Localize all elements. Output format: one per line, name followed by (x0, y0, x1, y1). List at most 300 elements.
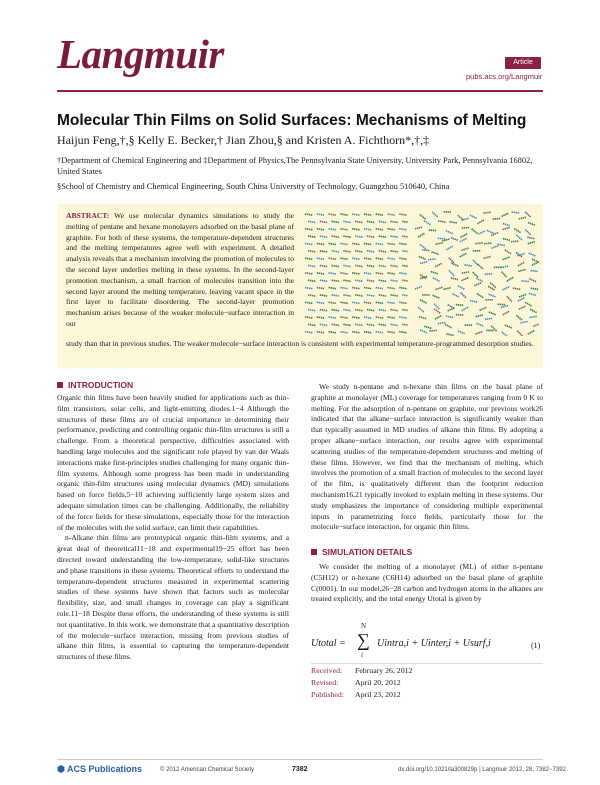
molecule-mark (343, 295, 351, 296)
molecule-mark (505, 325, 512, 328)
molecule-mark (518, 269, 526, 271)
molecule-mark (308, 251, 316, 252)
molecule-mark (529, 253, 536, 256)
molecule-mark (305, 243, 313, 244)
abstract-tail: study than that in previous studies. The weaker molecule−surface interaction is consistent with experimental temperature-programmed desorption studies. (66, 339, 534, 348)
molecule-mark (478, 220, 485, 224)
molecule-mark (422, 250, 430, 251)
molecule-mark (489, 294, 496, 297)
molecule-mark (399, 243, 407, 244)
molecule-mark (340, 288, 348, 289)
molecule-mark (376, 229, 384, 230)
molecule-mark (317, 229, 325, 230)
date-revised: Revised: April 20, 2012 (311, 678, 401, 687)
molecule-mark (390, 295, 398, 296)
molecule-mark (355, 295, 363, 296)
dates-rule (311, 663, 543, 664)
molecule-mark (448, 308, 455, 311)
molecule-mark (364, 229, 372, 230)
molecule-mark (308, 265, 316, 266)
molecule-mark (502, 272, 507, 278)
molecule-mark (376, 332, 384, 333)
molecule-mark (480, 307, 487, 310)
molecule-mark (343, 265, 351, 266)
molecule-mark (390, 324, 398, 325)
molecule-mark (367, 236, 375, 237)
molecule-mark (402, 265, 408, 266)
author-list: Haijun Feng,†,§ Kelly E. Becker,† Jian Zhou,§ and Kristen A. Fichthorn*,†,‡ (57, 133, 430, 147)
molecule-mark (533, 323, 539, 326)
molecule-mark (308, 221, 316, 222)
journal-logo: Langmuir (57, 31, 224, 77)
molecule-mark (364, 332, 372, 333)
molecule-mark (317, 243, 325, 244)
molecule-mark (329, 273, 337, 274)
molecule-mark (317, 258, 325, 259)
molecule-mark (329, 302, 337, 303)
molecule-mark (492, 245, 499, 248)
molecule-mark (305, 302, 313, 303)
molecule-mark (364, 258, 372, 259)
molecule-mark (420, 330, 427, 333)
right-paragraph-1: We study n-pentane and n-hexane thin films on the basal plane of graphite at monolayer (ML) coverage for temperatures ranging from 0 K to melting. For the adsorption of n-pentane on graphite, our previous work26 indicated that the alkane−surface interaction is significantly weaker than that typically assumed in MD studies of alkane thin films. By adopting a proper alkane−surface interaction, our results agree with experimental scattering studies of the temperature-dependent structures and melting of these films. However, we find that the mechanism of melting, which involves the promotion of a small fraction of molecules to the second layer of the film, is qualitatively different than the footprint reduction mechanism16,21 typically invoked to explain melting in these systems. Our study emphasizes the importance of considering multiple experimental inputs in parametrizing force fields, particularly those for the molecule−surface interaction, for organic thin films. (311, 382, 543, 532)
molecule-mark (387, 288, 395, 289)
molecule-mark (473, 272, 479, 277)
molecule-mark (438, 221, 446, 222)
molecule-mark (478, 264, 484, 269)
molecule-mark (419, 317, 427, 319)
molecule-mark (379, 265, 387, 266)
molecule-mark (501, 266, 509, 267)
molecule-mark (450, 222, 458, 223)
molecule-mark (475, 331, 483, 334)
molecule-mark (478, 231, 485, 235)
molecule-mark (332, 310, 340, 311)
molecule-mark (420, 261, 428, 263)
molecule-mark (420, 300, 427, 304)
molecule-mark (517, 331, 523, 336)
molecule-mark (355, 324, 363, 325)
molecule-mark (402, 310, 408, 311)
molecule-mark (355, 280, 363, 281)
molecule-mark (530, 271, 538, 272)
sum-upper: N (361, 622, 367, 630)
molecule-mark (451, 238, 458, 241)
molecule-mark (399, 332, 407, 333)
molecule-mark (340, 229, 348, 230)
molecule-mark (317, 317, 325, 318)
left-column (57, 393, 289, 663)
article-badge: Article (505, 57, 541, 69)
molecule-mark (364, 273, 372, 274)
molecule-mark (532, 262, 539, 266)
molecule-mark (364, 214, 372, 215)
molecule-mark (429, 230, 437, 231)
molecule-mark (415, 286, 422, 289)
molecule-mark (305, 332, 313, 333)
molecule-mark (367, 310, 375, 311)
molecule-mark (431, 252, 439, 255)
molecule-mark (387, 229, 395, 230)
molecule-mark (428, 259, 436, 260)
molecule-mark (376, 317, 384, 318)
molecule-mark (343, 221, 351, 222)
molecule-mark (445, 324, 452, 328)
molecule-mark (390, 236, 398, 237)
simulation-column (311, 562, 543, 605)
molecule-mark (352, 288, 360, 289)
molecule-mark (367, 280, 375, 281)
molecule-mark (507, 296, 512, 302)
molecule-mark (435, 243, 443, 245)
date-received: Received: February 26, 2012 (311, 666, 413, 675)
molecule-mark (519, 217, 527, 219)
molecule-mark (529, 279, 536, 282)
molecule-mark (390, 265, 398, 266)
molecule-mark (420, 245, 427, 250)
molecule-mark (317, 332, 325, 333)
molecule-mark (387, 258, 395, 259)
molecule-mark (476, 278, 483, 282)
abstract-label: ABSTRACT: (66, 211, 110, 220)
molecule-mark (474, 283, 481, 286)
molecule-mark (390, 251, 398, 252)
molecule-mark (367, 295, 375, 296)
molecule-mark (435, 287, 443, 289)
section-introduction-heading: INTRODUCTION (57, 380, 133, 390)
molecule-mark (503, 223, 511, 225)
molecule-mark (340, 258, 348, 259)
molecule-mark (438, 238, 446, 239)
molecule-mark (387, 332, 395, 333)
molecule-mark (317, 288, 325, 289)
molecule-mark (518, 262, 525, 266)
molecule-mark (530, 309, 537, 313)
affiliation-1: †Department of Chemical Engineering and ‡Department of Physics,The Pennsylvania State University, University Park, Pennsylvania 16802, United States (57, 156, 533, 176)
molecule-mark (340, 302, 348, 303)
molecule-mark (352, 302, 360, 303)
molecule-mark (329, 288, 337, 289)
molecule-mark (399, 273, 407, 274)
molecule-mark (420, 214, 426, 219)
molecule-mark (340, 332, 348, 333)
molecule-mark (402, 295, 408, 296)
molecule-mark (462, 227, 470, 228)
molecule-mark (387, 317, 395, 318)
page-number: 7382 (292, 766, 308, 773)
molecule-mark (503, 286, 510, 289)
molecule-mark (376, 258, 384, 259)
toc-figure-melted-monolayer (415, 211, 539, 336)
section-simulation-heading: SIMULATION DETAILS (311, 547, 412, 557)
molecule-mark (438, 322, 446, 323)
molecule-mark (458, 331, 465, 334)
molecule-mark (379, 221, 387, 222)
molecule-mark (402, 236, 408, 237)
journal-url-link[interactable]: pubs.acs.org/Langmuir (466, 72, 543, 81)
molecule-mark (434, 309, 440, 314)
molecule-mark (332, 295, 340, 296)
molecule-mark (446, 231, 453, 234)
molecule-mark (352, 273, 360, 274)
publisher-logo: ⬢ ACS Publications (57, 764, 143, 774)
molecule-mark (477, 294, 484, 298)
paper-title: Molecular Thin Films on Solid Surfaces: Mechanisms of Melting (57, 112, 527, 129)
molecule-mark (308, 280, 316, 281)
molecule-mark (443, 288, 451, 290)
molecule-mark (488, 286, 495, 290)
equation-1 (311, 618, 543, 659)
molecule-mark (343, 280, 351, 281)
copyright-notice: © 2012 American Chemical Society (160, 767, 255, 773)
molecule-mark (379, 324, 387, 325)
molecule-mark (424, 221, 431, 225)
molecule-mark (462, 307, 469, 311)
doi-citation[interactable]: dx.doi.org/10.1021/la300829p | Langmuir 2012, 28, 7382−7392 (398, 767, 566, 773)
molecule-mark (367, 265, 375, 266)
molecule-mark (332, 324, 340, 325)
molecule-mark (329, 243, 337, 244)
molecule-mark (503, 227, 511, 229)
molecule-mark (449, 270, 455, 276)
molecule-mark (399, 302, 407, 303)
molecule-mark (355, 221, 363, 222)
molecule-mark (320, 280, 328, 281)
molecule-mark (451, 278, 459, 280)
molecule-mark (505, 250, 512, 254)
molecule-mark (525, 302, 532, 306)
molecule-mark (525, 212, 531, 217)
molecule-mark (343, 310, 351, 311)
molecule-mark (516, 315, 522, 320)
molecule-mark (308, 295, 316, 296)
molecule-mark (402, 324, 408, 325)
molecule-mark (442, 239, 450, 241)
molecule-mark (432, 212, 438, 217)
molecule-mark (462, 272, 470, 273)
molecule-mark (402, 221, 408, 222)
molecule-mark (503, 238, 511, 240)
molecule-mark (352, 258, 360, 259)
molecule-mark (343, 236, 351, 237)
sum-symbol: ∑ (357, 630, 370, 650)
molecule-mark (317, 214, 325, 215)
molecule-mark (352, 332, 360, 333)
molecule-mark (476, 315, 484, 317)
toc-figure-ordered-monolayer (302, 211, 408, 336)
molecule-mark (367, 221, 375, 222)
equation-number: (1) (531, 641, 541, 650)
molecule-mark (419, 256, 426, 259)
molecule-mark (399, 317, 407, 318)
molecule-mark (305, 273, 313, 274)
molecule-mark (519, 294, 527, 297)
molecule-mark (329, 332, 337, 333)
molecule-mark (484, 243, 492, 244)
molecule-mark (528, 330, 535, 334)
molecule-mark (340, 273, 348, 274)
molecule-mark (456, 305, 464, 306)
molecule-mark (343, 324, 351, 325)
date-published: Published: April 23, 2012 (311, 690, 401, 699)
molecule-mark (387, 243, 395, 244)
molecule-mark (418, 233, 425, 237)
molecule-mark (390, 221, 398, 222)
molecule-mark (379, 251, 387, 252)
molecule-mark (402, 280, 408, 281)
molecule-mark (520, 321, 528, 322)
molecule-mark (399, 258, 407, 259)
molecule-mark (352, 214, 360, 215)
molecule-mark (528, 223, 536, 226)
molecule-mark (320, 324, 328, 325)
molecule-mark (433, 295, 440, 298)
molecule-mark (519, 306, 526, 309)
affiliation-2: §School of Chemistry and Chemical Engineering, South China University of Technology, Guangzhou 510640, China (57, 182, 450, 191)
abstract-text (66, 211, 294, 330)
molecule-mark (501, 305, 509, 307)
molecule-mark (513, 288, 521, 289)
molecule-mark (352, 229, 360, 230)
molecule-mark (476, 323, 483, 326)
molecule-mark (320, 265, 328, 266)
molecule-mark (431, 272, 439, 274)
molecule-mark (379, 236, 387, 237)
molecule-mark (498, 244, 506, 246)
molecule-mark (512, 212, 520, 213)
molecule-mark (485, 318, 493, 319)
molecule-mark (376, 273, 384, 274)
molecule-mark (340, 317, 348, 318)
molecule-mark (364, 288, 372, 289)
molecule-mark (503, 257, 510, 260)
molecule-mark (308, 310, 316, 311)
molecule-mark (343, 251, 351, 252)
molecule-mark (470, 301, 478, 303)
molecule-mark (452, 294, 459, 297)
header-rule (57, 90, 543, 92)
molecule-mark (490, 283, 496, 288)
equation-lhs: Utotal = (311, 638, 346, 649)
molecule-mark (461, 234, 468, 238)
molecule-mark (449, 258, 455, 264)
molecule-mark (332, 221, 340, 222)
molecule-mark (308, 324, 316, 325)
molecule-mark (332, 280, 340, 281)
molecule-mark (320, 236, 328, 237)
molecule-mark (491, 326, 497, 332)
molecule-mark (462, 218, 470, 220)
molecule-mark (364, 317, 372, 318)
molecule-mark (340, 243, 348, 244)
molecule-mark (320, 251, 328, 252)
molecule-mark (376, 214, 384, 215)
abstract-body: We use molecular dynamics simulations to study the melting of pentane and hexane monolayers adsorbed on the basal plane of graphite. For both of these systems, the temperature-dependent structures and the melting temperatures agree well with experiment. A detailed analysis reveals that a mechanism involving the promotion of molecules to the second layer underlies melting in these systems. In the second-layer promotion mechanism, a small fraction of molecules transition into the second layer around the melting temperature, leaving vacant space in the first layer to facilitate disordering. The second-layer promotion mechanism arises because of the weaker molecule−surface interaction in our (66, 211, 294, 328)
molecule-mark (418, 307, 424, 312)
molecule-mark (462, 248, 470, 251)
molecule-mark (329, 229, 337, 230)
molecule-mark (376, 288, 384, 289)
acs-icon: ⬢ (57, 764, 68, 774)
molecule-mark (340, 214, 348, 215)
molecule-mark (317, 302, 325, 303)
molecule-mark (503, 311, 510, 315)
molecule-mark (364, 243, 372, 244)
molecule-mark (456, 315, 464, 316)
molecule-mark (355, 265, 363, 266)
molecule-mark (446, 334, 454, 336)
molecule-mark (402, 251, 408, 252)
molecule-mark (352, 317, 360, 318)
molecule-mark (390, 310, 398, 311)
molecule-mark (458, 215, 464, 220)
molecule-mark (472, 229, 478, 234)
molecule-mark (460, 253, 467, 257)
molecule-mark (424, 326, 432, 328)
molecule-mark (387, 273, 395, 274)
molecule-mark (507, 277, 514, 281)
molecule-mark (518, 298, 525, 301)
molecule-mark (355, 251, 363, 252)
molecule-mark (458, 286, 465, 290)
publication-dates (311, 665, 412, 701)
molecule-mark (487, 230, 494, 233)
equation-rhs: Uintra,i + Uinter,i + Usurf,i (377, 638, 491, 649)
molecule-mark (531, 288, 539, 289)
molecule-mark (320, 310, 328, 311)
molecule-mark (305, 258, 313, 259)
molecule-mark (364, 302, 372, 303)
molecule-mark (399, 288, 407, 289)
molecule-mark (521, 281, 529, 282)
molecule-mark (502, 213, 509, 216)
molecule-mark (446, 316, 454, 317)
molecule-mark (379, 310, 387, 311)
molecule-mark (305, 288, 313, 289)
molecule-mark (367, 324, 375, 325)
molecule-mark (527, 237, 535, 239)
molecule-mark (502, 332, 508, 336)
molecule-mark (332, 251, 340, 252)
molecule-mark (528, 242, 536, 244)
molecule-mark (332, 236, 340, 237)
molecule-mark (387, 214, 395, 215)
molecule-mark (399, 214, 407, 215)
molecule-mark (376, 243, 384, 244)
sim-paragraph-1: We consider the melting of a monolayer (ML) of either n-pentane (C5H12) or n-hexane (C6H14) adsorbed on the basal plane of graphite C(0001). In our model,26−28 carbon and hydrogen atoms in the alkanes are treated explicitly, and the total energy Utotal is given by (311, 562, 543, 604)
molecule-mark (465, 265, 473, 266)
molecule-mark (305, 317, 313, 318)
molecule-mark (493, 218, 501, 219)
intro-paragraph-1: Organic thin films have been heavily studied for applications such as thin-film transistors, solar cells, and light-emitting diodes.1−4 Although the structures of these films are of crucial importance in determining their performance, predicting and controlling organic thin-film structures is still a challenge. From a theoretical perspective, difficulties associated with handling large molecules and the significant role played by van der Waals interactions make first-principles studies challenging for many organic thin-film systems. Although some progress has been made in understanding organic thin-film structures using molecular dynamics (MD) simulations based on force fields,5−10 achieving sufficiently large system sizes and adequate simulation times can be challenging. Additionally, the reliability of the force fields for these simulations, especially those for the interaction of the molecules with the solid surface, can limit their capabilities. (57, 393, 289, 532)
molecule-mark (462, 277, 469, 280)
molecule-mark (452, 263, 459, 266)
molecule-mark (399, 229, 407, 230)
molecule-mark (470, 215, 477, 218)
molecule-mark (435, 263, 442, 267)
molecule-mark (483, 256, 491, 258)
molecule-mark (329, 214, 337, 215)
molecule-mark (317, 273, 325, 274)
molecule-mark (308, 236, 316, 237)
molecule-mark (320, 295, 328, 296)
molecule-mark (433, 278, 440, 282)
molecule-mark (329, 317, 337, 318)
molecule-mark (446, 246, 453, 250)
molecule-mark (352, 243, 360, 244)
molecule-mark (489, 312, 496, 315)
molecule-mark (529, 293, 537, 295)
